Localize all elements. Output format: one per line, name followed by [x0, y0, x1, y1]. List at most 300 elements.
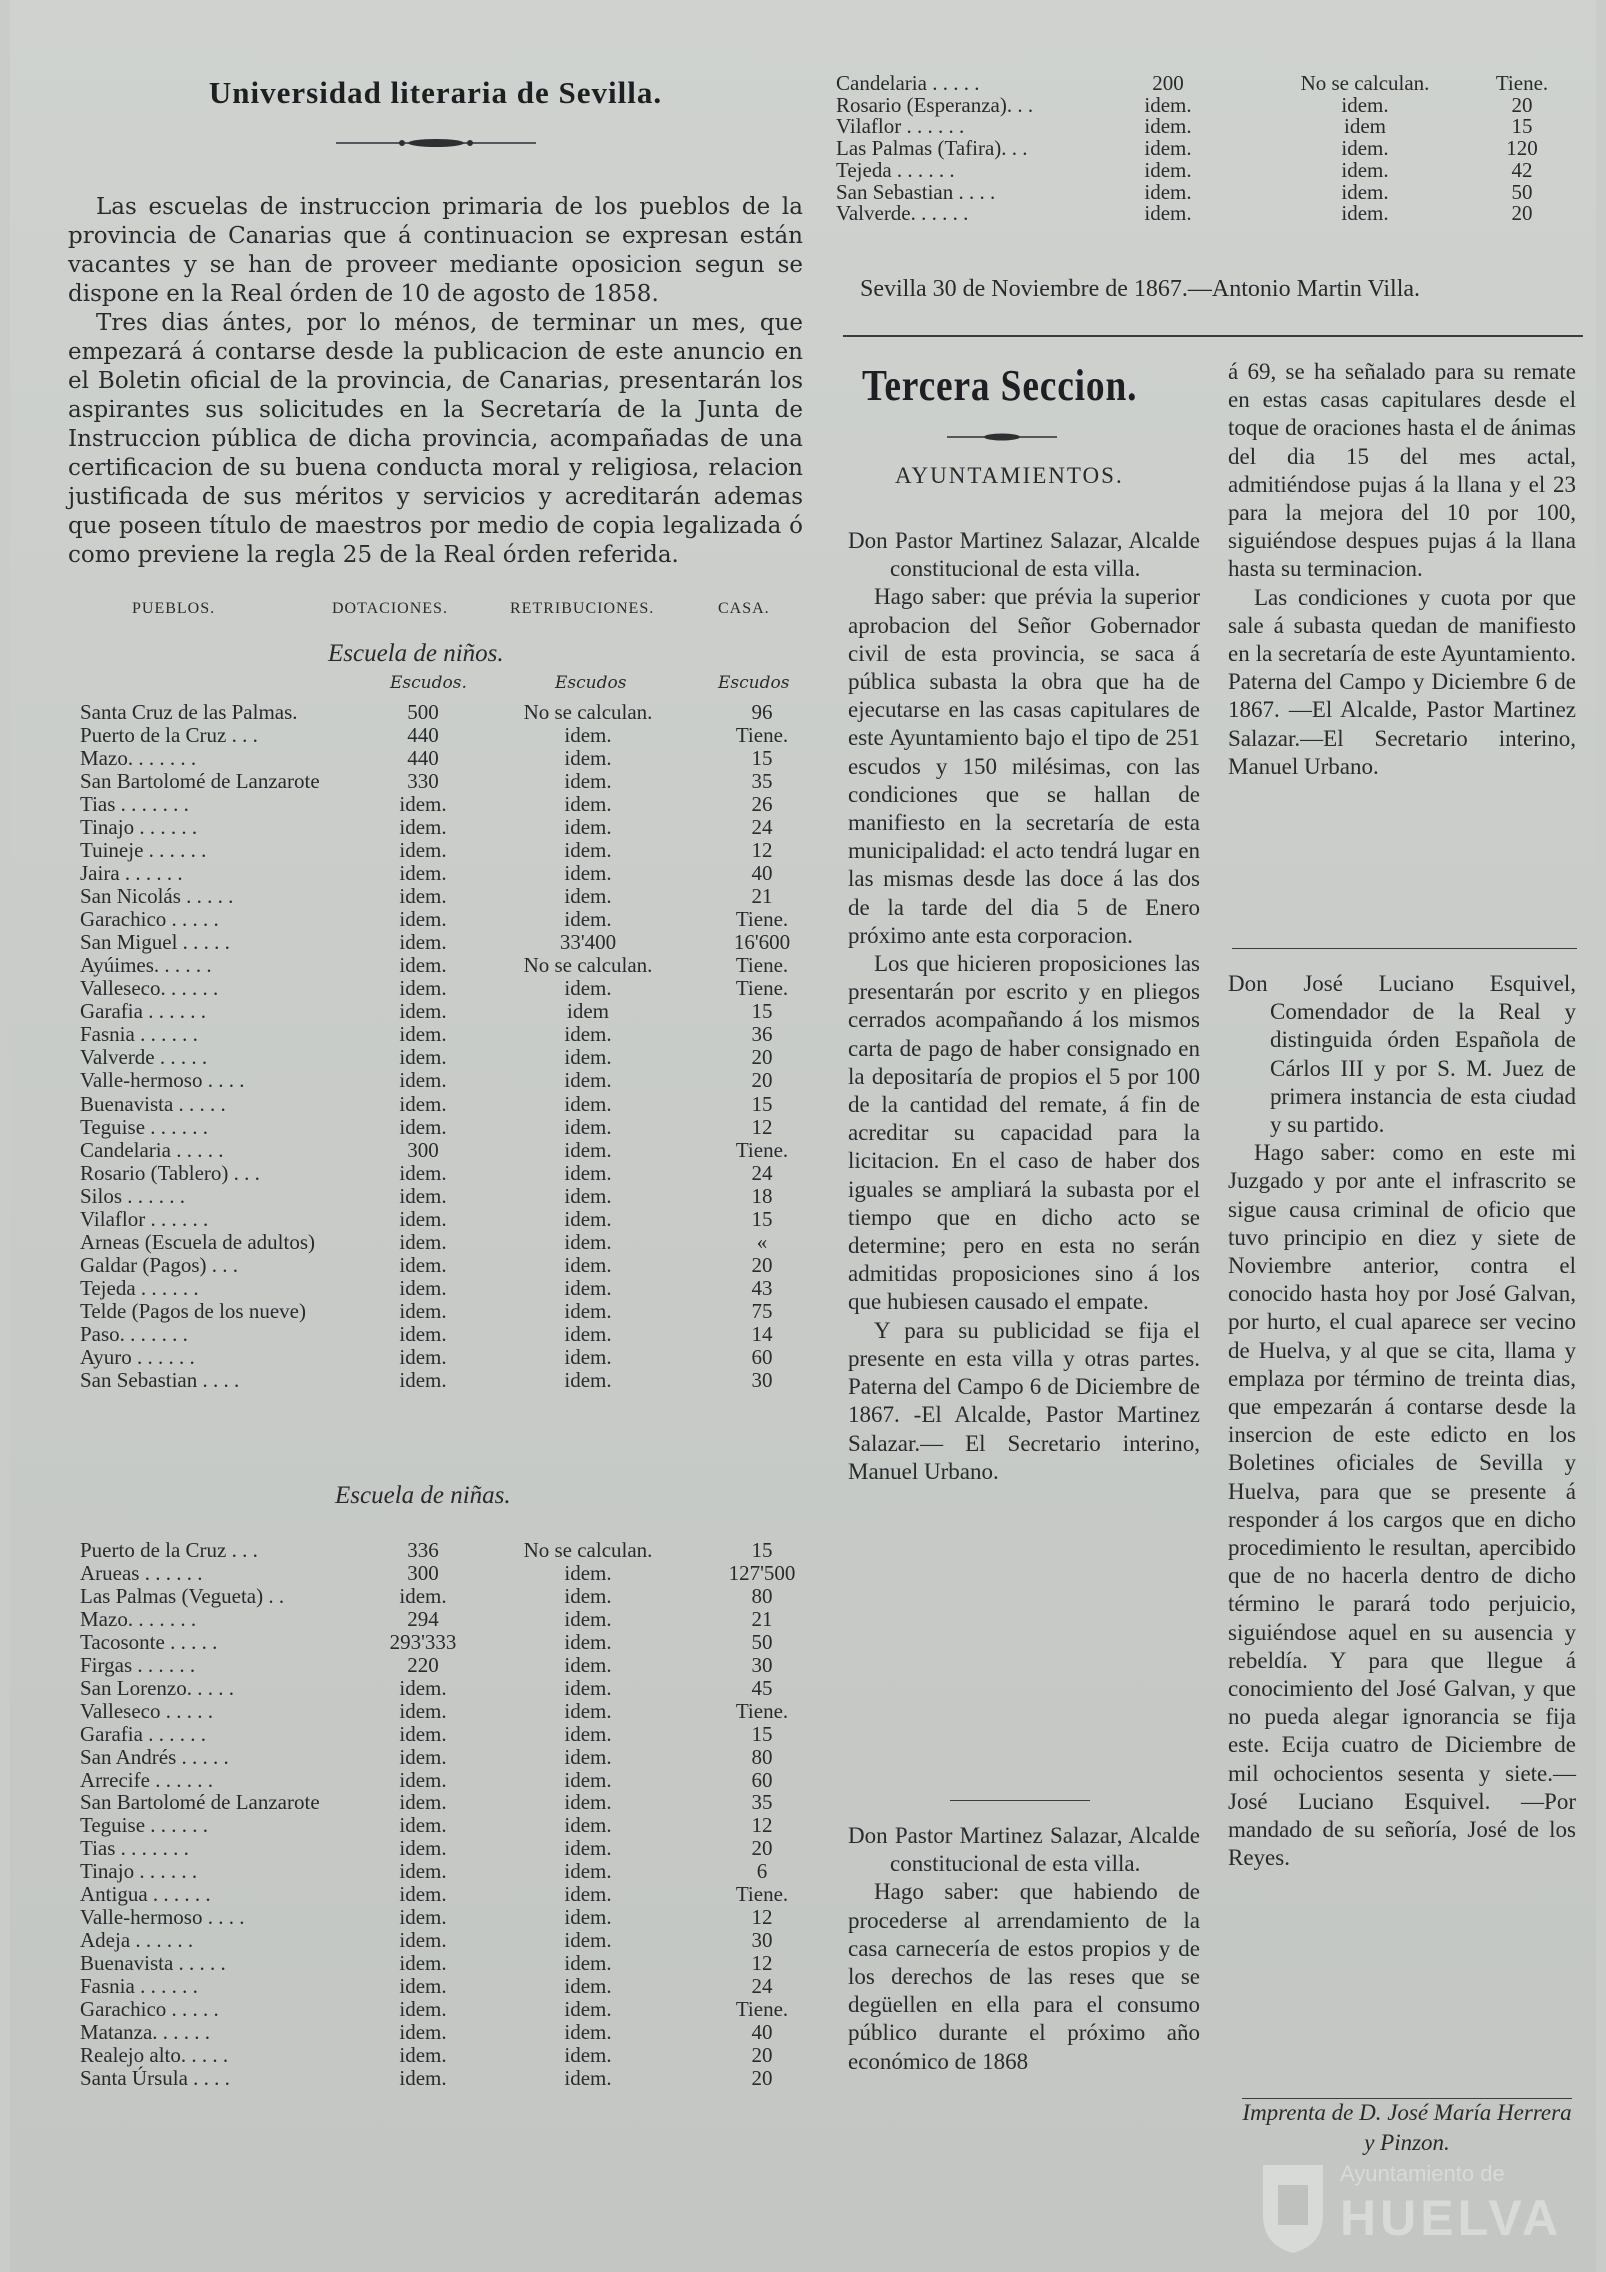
- pueblo-cell: Realejo alto. . . . .: [80, 2042, 229, 2067]
- casa-cell: Tiene.: [735, 976, 789, 1001]
- dotacion-cell: idem.: [399, 1022, 447, 1047]
- casa-cell: 6: [756, 1859, 768, 1884]
- dotacion-cell: idem.: [399, 1114, 447, 1139]
- retribucion-cell: idem.: [564, 1675, 612, 1700]
- dotacion-cell: idem.: [399, 907, 447, 932]
- dotacion-cell: idem.: [399, 1068, 447, 1093]
- pueblo-cell: Buenavista . . . . .: [80, 1091, 226, 1116]
- dotacion-cell: 220: [407, 1652, 439, 1677]
- casa-cell: 35: [751, 1790, 773, 1815]
- pueblo-cell: Vilaflor . . . . . .: [836, 114, 965, 139]
- retribucion-cell: idem.: [564, 769, 612, 794]
- dotacion-cell: idem.: [399, 861, 447, 886]
- dotacion-cell: idem.: [1144, 179, 1192, 204]
- retribucion-cell: idem.: [564, 1091, 612, 1116]
- retribucion-cell: idem.: [564, 1367, 612, 1392]
- casa-cell: Tiene.: [735, 953, 789, 978]
- table-row: [10, 1928, 1596, 1952]
- dotacion-cell: idem.: [399, 815, 447, 840]
- edict-2-paragraph-2: Las condiciones y cuota por que sale á subasta quedan de manifiesto en la secretaría de este Ayuntamiento. Paterna del Campo y Diciembre 6 de 1867. —El Alcalde, Pastor Martinez Salazar.—El Secretario interino, Manuel Urbano.: [1228, 584, 1576, 779]
- retribucion-cell: idem.: [1341, 92, 1389, 117]
- intro-paragraph-1: Las escuelas de instruccion primaria de los pueblos de la provincia de Canarias que á continuacion se expresan están vacantes y se han de proveer mediante oposicion segun se dispone en la Real órden de 10 de agosto de 1858.: [68, 193, 803, 307]
- pueblo-cell: Teguise . . . . . .: [80, 1813, 209, 1838]
- header-retribuciones: RETRIBUCIONES.: [510, 600, 655, 617]
- dotacion-cell: idem.: [399, 1882, 447, 1907]
- dotacion-cell: idem.: [399, 1905, 447, 1930]
- retribucion-cell: No se calculan.: [1300, 71, 1430, 95]
- pueblo-cell: Valverde . . . . .: [80, 1045, 208, 1070]
- pueblo-cell: Tejeda . . . . . .: [836, 157, 955, 182]
- dotacion-cell: idem.: [399, 1045, 447, 1070]
- edict-3-heading: Don José Luciano Esquivel, Comendador de la Real y distinguida órden Española de Cárlos III y por S. M. Juez de primera instancia de esta ciudad y su partido.: [1228, 971, 1576, 1138]
- retribucion-cell: idem.: [564, 1721, 612, 1746]
- dotacion-cell: idem.: [399, 1698, 447, 1723]
- dotacion-cell: 293'333: [389, 1629, 457, 1654]
- retribucion-cell: idem.: [564, 1882, 612, 1907]
- dotacion-cell: idem.: [399, 1160, 447, 1185]
- edict-1-paragraph-3: Y para su publicidad se fija el presente en esta villa y otras partes. Paterna del Campo 6 de Diciembre de 1867. -El Alcalde, Pastor Martinez Salazar.— El Secretario interino, Manuel Urbano.: [848, 1317, 1200, 1484]
- dotacion-cell: idem.: [399, 2042, 447, 2067]
- casa-cell: 15: [751, 1091, 773, 1116]
- pueblo-cell: Rosario (Esperanza). . .: [836, 92, 1034, 117]
- dotacion-cell: idem.: [399, 1321, 447, 1346]
- dotacion-cell: idem.: [399, 1836, 447, 1861]
- edict-2: [848, 1822, 1200, 2076]
- dotacion-cell: idem.: [399, 953, 447, 978]
- table-row: [10, 201, 1596, 225]
- casa-cell: 50: [751, 1629, 773, 1654]
- retribucion-cell: idem.: [564, 1298, 612, 1323]
- ninos-section-title: Escuela de niños.: [328, 640, 504, 667]
- casa-cell: 50: [1511, 179, 1533, 204]
- pueblo-cell: Tinajo . . . . . .: [80, 815, 198, 840]
- pueblo-cell: Adeja . . . . . .: [80, 1928, 194, 1953]
- casa-cell: 12: [751, 1813, 773, 1838]
- dotacion-cell: idem.: [399, 1298, 447, 1323]
- pueblo-cell: Tias . . . . . . .: [80, 1836, 189, 1861]
- table-row: [10, 1905, 1596, 1929]
- header-casa: CASA.: [718, 600, 770, 617]
- retribucion-cell: idem.: [564, 1344, 612, 1369]
- coat-of-arms-icon: [1258, 2155, 1328, 2255]
- casa-cell: 15: [751, 999, 773, 1024]
- retribucion-cell: idem.: [564, 1813, 612, 1838]
- retribucion-cell: idem.: [1341, 136, 1389, 161]
- pueblo-cell: San Nicolás . . . . .: [80, 884, 234, 909]
- retribucion-cell: idem.: [564, 1137, 612, 1162]
- casa-cell: 36: [751, 1022, 773, 1047]
- casa-cell: 14: [751, 1321, 773, 1346]
- unit-dotaciones: Escudos.: [390, 673, 467, 693]
- retribucion-cell: idem.: [564, 1790, 612, 1815]
- dotacion-cell: idem.: [399, 1721, 447, 1746]
- edict-1-paragraph-1: Hago saber: que prévia la superior aprobacion del Señor Gobernador civil de esta provincia, se saca á pública subasta la obra que ha de ejecutarse en las casas capitulares de este Ayuntamiento bajo el tipo de 251 escudos y 150 milésimas, con las condiciones que se hallan de manifiesto en la secretaría de esta municipalidad: el acto tendrá lugar en las mismas desde las doce á las dos de la tarde del dia 5 de Enero próximo ante esta corporacion.: [848, 584, 1200, 948]
- casa-cell: 24: [751, 1160, 773, 1185]
- pueblo-cell: Ayuro . . . . . .: [80, 1344, 195, 1369]
- pueblo-cell: Tias . . . . . . .: [80, 792, 189, 817]
- dotacion-cell: idem.: [1144, 201, 1192, 226]
- pueblo-cell: Ayúimes. . . . . .: [80, 953, 212, 978]
- pueblo-cell: Buenavista . . . . .: [80, 1951, 226, 1976]
- pueblo-cell: Vilaflor . . . . . .: [80, 1206, 209, 1231]
- dotacion-cell: 300: [407, 1560, 439, 1585]
- retribucion-cell: idem.: [564, 884, 612, 909]
- casa-cell: 80: [751, 1744, 773, 1769]
- casa-cell: 20: [751, 1045, 773, 1070]
- retribucion-cell: idem.: [564, 1068, 612, 1093]
- casa-cell: 26: [751, 792, 773, 817]
- casa-cell: Tiene.: [735, 1137, 789, 1162]
- dotacion-cell: idem.: [399, 1997, 447, 2021]
- pueblo-cell: Arrecife . . . . . .: [80, 1767, 213, 1792]
- casa-cell: Tiene.: [735, 1882, 789, 1907]
- table-row: [10, 1951, 1596, 1975]
- retribucion-cell: idem.: [564, 2065, 612, 2090]
- retribucion-cell: idem.: [564, 1928, 612, 1953]
- dotacion-cell: idem.: [399, 1091, 447, 1116]
- imprenta-credit: Imprenta de D. José María Herrera y Pinzon.: [1242, 2100, 1572, 2155]
- pueblo-cell: Paso. . . . . . .: [80, 1321, 188, 1346]
- casa-cell: 20: [1511, 201, 1533, 226]
- dotacion-cell: 294: [407, 1606, 439, 1631]
- casa-cell: 80: [751, 1583, 773, 1608]
- casa-cell: 96: [751, 700, 773, 724]
- pueblo-cell: Antigua . . . . . .: [80, 1882, 211, 1907]
- unit-casa: Escudos: [718, 673, 790, 693]
- casa-cell: Tiene.: [735, 907, 789, 932]
- dotacion-cell: idem.: [399, 930, 447, 955]
- dotacion-cell: 300: [407, 1137, 439, 1162]
- casa-cell: Tiene.: [735, 723, 789, 748]
- dotacion-cell: idem.: [1144, 114, 1192, 139]
- unit-retribuciones: Escudos: [555, 673, 627, 693]
- casa-cell: 20: [751, 2065, 773, 2090]
- edict-1-heading: Don Pastor Martinez Salazar, Alcalde constitucional de esta villa.: [848, 528, 1200, 582]
- retribucion-cell: idem.: [564, 1698, 612, 1723]
- pueblo-cell: Jaira . . . . . .: [80, 861, 183, 886]
- dotacion-cell: idem.: [399, 2019, 447, 2044]
- pueblo-cell: Telde (Pagos de los nueve): [80, 1298, 306, 1323]
- dotacion-cell: idem.: [1144, 92, 1192, 117]
- pueblo-cell: Mazo. . . . . . .: [80, 746, 197, 771]
- edict-1-paragraph-2: Los que hicieren proposiciones las presentarán por escrito y en pliegos cerrados acompañando á los mismos carta de pago de haber consignado en la depositaría de propios el 5 por 100 de la cantidad del remate, á fin de acreditar su capacidad para la licitacion. En el caso de haber dos iguales se ampliará la subasta por el tiempo que en dicho acto se determine; pero en esta no serán admitidas proposiciones sino á los que hubiesen causado el empate.: [848, 951, 1200, 1315]
- pueblo-cell: Las Palmas (Tafira). . .: [836, 136, 1028, 161]
- dotacion-cell: idem.: [399, 1859, 447, 1884]
- dotacion-cell: idem.: [399, 884, 447, 909]
- retribucion-cell: idem.: [564, 2042, 612, 2067]
- dotacion-cell: 330: [407, 769, 439, 794]
- edict-2-paragraph-1: Hago saber: que habiendo de procederse al arrendamiento de la casa carnecería de estos propios y de los derechos de las reses que se degüellen en ella para el consumo público durante el próximo año económico de 1868: [848, 1879, 1200, 2074]
- section-rule: [843, 335, 1583, 337]
- retribucion-cell: idem.: [564, 1974, 612, 1999]
- dotacion-cell: 200: [1152, 71, 1184, 95]
- casa-cell: 20: [751, 1836, 773, 1861]
- retribucion-cell: idem.: [564, 1583, 612, 1608]
- edict-2-heading: Don Pastor Martinez Salazar, Alcalde constitucional de esta villa.: [848, 1823, 1200, 1877]
- retribucion-cell: idem.: [564, 1275, 612, 1300]
- pueblo-cell: Mazo. . . . . . .: [80, 1606, 197, 1631]
- dotacion-cell: idem.: [399, 1275, 447, 1300]
- ninas-section-title: Escuela de niñas.: [335, 1482, 511, 1509]
- pueblo-cell: San Sebastian . . . .: [80, 1367, 240, 1392]
- table-row: [10, 114, 1596, 138]
- casa-cell: 120: [1506, 136, 1538, 161]
- newspaper-page: [10, 0, 1596, 2272]
- retribucion-cell: idem.: [564, 1997, 612, 2021]
- retribucion-cell: idem.: [564, 1022, 612, 1047]
- dotacion-cell: 500: [407, 700, 439, 724]
- pueblo-cell: Tinajo . . . . . .: [80, 1859, 198, 1884]
- pueblo-cell: Tuineje . . . . . .: [80, 838, 207, 863]
- table-row: [10, 2066, 1596, 2090]
- dotacion-cell: idem.: [399, 1767, 447, 1792]
- casa-cell: 12: [751, 1905, 773, 1930]
- edict-2-continued-text: á 69, se ha señalado para su remate en estas casas capitulares desde el toque de oraciones hasta el de ánimas del dia 15 del mes actal, admitiéndose pujas á la llana y el 23 para la mejora del 10 por 100, siguiéndose despues pujas á la llana hasta su terminacion.: [1228, 359, 1576, 582]
- retribucion-cell: idem.: [564, 1744, 612, 1769]
- pueblo-cell: Arueas . . . . . .: [80, 1560, 203, 1585]
- pueblo-cell: Silos . . . . . .: [80, 1183, 186, 1208]
- casa-cell: 42: [1511, 157, 1533, 182]
- dotacion-cell: idem.: [399, 1583, 447, 1608]
- retribucion-cell: idem.: [564, 976, 612, 1001]
- pueblo-cell: Candelaria . . . . .: [836, 71, 980, 95]
- pueblo-cell: Valverde. . . . . .: [836, 201, 969, 226]
- dotacion-cell: idem.: [399, 1790, 447, 1815]
- retribucion-cell: idem.: [1341, 157, 1389, 182]
- retribucion-cell: idem.: [564, 1951, 612, 1976]
- dotacion-cell: idem.: [399, 838, 447, 863]
- casa-cell: 15: [751, 1206, 773, 1231]
- pueblo-cell: Las Palmas (Vegueta) . .: [80, 1583, 285, 1608]
- tercera-seccion-title: Tercera Seccion.: [862, 361, 1138, 410]
- retribucion-cell: idem.: [564, 723, 612, 748]
- dotacion-cell: 336: [407, 1538, 439, 1562]
- retribucion-cell: idem.: [564, 1045, 612, 1070]
- casa-cell: 30: [751, 1928, 773, 1953]
- casa-cell: 20: [751, 2042, 773, 2067]
- dotacion-cell: idem.: [399, 1744, 447, 1769]
- pueblo-cell: Valleseco . . . . .: [80, 1698, 213, 1723]
- retribucion-cell: idem.: [564, 792, 612, 817]
- table-row: [10, 884, 1596, 908]
- table-row: [10, 136, 1596, 160]
- pueblo-cell: Santa Cruz de las Palmas.: [80, 700, 298, 724]
- pueblo-cell: Teguise . . . . . .: [80, 1114, 209, 1139]
- casa-cell: 15: [751, 746, 773, 771]
- pueblo-cell: Tejeda . . . . . .: [80, 1275, 199, 1300]
- casa-cell: 12: [751, 1951, 773, 1976]
- retribucion-cell: idem.: [564, 1767, 612, 1792]
- pueblo-cell: San Bartolomé de Lanzarote: [80, 769, 320, 794]
- pueblo-cell: Santa Úrsula . . . .: [80, 2065, 230, 2090]
- casa-cell: 24: [751, 815, 773, 840]
- dotacion-cell: idem.: [399, 1344, 447, 1369]
- pueblo-cell: Firgas . . . . . .: [80, 1652, 196, 1677]
- pueblo-cell: Fasnia . . . . . .: [80, 1974, 198, 1999]
- casa-cell: 18: [751, 1183, 773, 1208]
- casa-cell: 21: [751, 884, 773, 909]
- watermark-line-2: HUELVA: [1340, 2190, 1563, 2246]
- casa-cell: 12: [751, 1114, 773, 1139]
- retribucion-cell: idem.: [564, 1114, 612, 1139]
- casa-cell: Tiene.: [735, 1997, 789, 2021]
- retribucion-cell: idem.: [564, 1252, 612, 1277]
- retribucion-cell: idem.: [564, 815, 612, 840]
- casa-cell: Tiene.: [1495, 71, 1549, 95]
- pueblo-cell: Garafia . . . . . .: [80, 999, 206, 1024]
- retribucion-cell: idem.: [564, 838, 612, 863]
- table-row: [10, 2043, 1596, 2067]
- casa-cell: 60: [751, 1767, 773, 1792]
- dotacion-cell: idem.: [399, 2065, 447, 2090]
- pueblo-cell: Puerto de la Cruz . . .: [80, 1538, 258, 1562]
- retribucion-cell: idem.: [564, 1905, 612, 1930]
- table-row: [10, 1882, 1596, 1906]
- retribucion-cell: idem.: [564, 746, 612, 771]
- casa-cell: 15: [751, 1721, 773, 1746]
- casa-cell: 40: [751, 2019, 773, 2044]
- pueblo-cell: Rosario (Tablero) . . .: [80, 1160, 260, 1185]
- dotacion-cell: idem.: [399, 792, 447, 817]
- dotacion-cell: idem.: [399, 1183, 447, 1208]
- casa-cell: 20: [751, 1068, 773, 1093]
- watermark-line-1: Ayuntamiento de: [1340, 2161, 1505, 2186]
- table-row: [10, 2020, 1596, 2044]
- casa-cell: 60: [751, 1344, 773, 1369]
- pueblo-cell: Garachico . . . . .: [80, 907, 219, 932]
- pueblo-cell: Puerto de la Cruz . . .: [80, 723, 258, 748]
- retribucion-cell: idem.: [564, 1606, 612, 1631]
- edict-3-paragraph-1: Hago saber: como en este mi Juzgado y por ante el infrascrito se sigue causa criminal de oficio que tuvo principio en diez y siete de Noviembre anterior, contra el conocido hasta hoy por José Galvan, por hurto, el cual aparece ser vecino de Huelva, y al que se cita, llama y emplaza por término de treinta dias, que empezarán á contarse desde la insercion de este edicto en los Boletines oficiales de Sevilla y Huelva, para que se presente á responder á los cargos que en dicho procedimiento le resultan, apercibido que de no hacerla dentro de dicho término le parará todo perjuicio, siguiéndose aquel en su ausencia y rebeldía. Y para que llegue á conocimiento del José Galvan, y que no pueda alegar ignorancia se fija este. Ecija cuatro de Diciembre de mil ochocientos sesenta y siete.—José Luciano Esquivel. —Por mandado de su señoría, José de los Reyes.: [1228, 1140, 1576, 1871]
- table-row: [10, 158, 1596, 182]
- ayuntamientos-heading: AYUNTAMIENTOS.: [895, 463, 1124, 488]
- retribucion-cell: idem.: [564, 1652, 612, 1677]
- pueblo-cell: Valle-hermoso . . . .: [80, 1068, 245, 1093]
- retribucion-cell: No se calculan.: [523, 953, 653, 978]
- dotacion-cell: idem.: [399, 1229, 447, 1254]
- retribucion-cell: idem.: [564, 1859, 612, 1884]
- pueblo-cell: Garafia . . . . . .: [80, 1721, 206, 1746]
- dotacion-cell: idem.: [399, 1367, 447, 1392]
- casa-cell: 15: [751, 1538, 773, 1562]
- edict-1: [848, 527, 1200, 1486]
- sevilla-signature: Sevilla 30 de Noviembre de 1867.—Antonio Martin Villa.: [860, 276, 1421, 302]
- pueblo-cell: Matanza. . . . . .: [80, 2019, 211, 2044]
- table-row: [10, 930, 1596, 954]
- retribucion-cell: No se calculan.: [523, 700, 653, 724]
- casa-cell: 16'600: [733, 930, 791, 955]
- casa-cell: 43: [751, 1275, 773, 1300]
- table-row: [10, 861, 1596, 885]
- retribucion-cell: idem.: [1341, 179, 1389, 204]
- retribucion-cell: idem.: [564, 1206, 612, 1231]
- pueblo-cell: Valleseco. . . . . .: [80, 976, 219, 1001]
- retribucion-cell: idem.: [564, 907, 612, 932]
- pueblo-cell: San Miguel . . . . .: [80, 930, 230, 955]
- dotacion-cell: idem.: [399, 976, 447, 1001]
- dotacion-cell: idem.: [399, 1206, 447, 1231]
- retribucion-cell: idem.: [564, 1321, 612, 1346]
- edict-3: [1228, 970, 1576, 1873]
- edict-separator-1: [950, 1800, 1090, 1801]
- huelva-watermark: [1258, 2155, 1578, 2265]
- dotacion-cell: 440: [407, 723, 439, 748]
- pueblo-cell: Valle-hermoso . . . .: [80, 1905, 245, 1930]
- retribucion-cell: 33'400: [559, 930, 617, 955]
- retribucion-cell: idem.: [564, 1160, 612, 1185]
- dotacion-cell: idem.: [399, 1252, 447, 1277]
- dotacion-cell: idem.: [1144, 157, 1192, 182]
- dotacion-cell: idem.: [399, 1974, 447, 1999]
- dotacion-cell: idem.: [399, 1928, 447, 1953]
- pueblo-cell: Galdar (Pagos) . . .: [80, 1252, 239, 1277]
- retribucion-cell: idem.: [564, 1836, 612, 1861]
- ornament-divider-2: [947, 430, 1057, 444]
- retribucion-cell: idem.: [1341, 201, 1389, 226]
- dotacion-cell: idem.: [399, 1813, 447, 1838]
- retribucion-cell: idem: [567, 999, 609, 1024]
- pueblo-cell: San Andrés . . . . .: [80, 1744, 229, 1769]
- dotacion-cell: idem.: [399, 999, 447, 1024]
- casa-cell: 127'500: [728, 1560, 796, 1585]
- table-row: [10, 1974, 1596, 1998]
- retribucion-cell: idem.: [564, 2019, 612, 2044]
- retribucion-cell: idem.: [564, 1629, 612, 1654]
- intro-paragraph-2: Tres dias ántes, por lo ménos, de terminar un mes, que empezará á contarse desde la publicacion de este anuncio en el Boletin oficial de la provincia, de Canarias, presentarán los aspirantes sus solicitudes en la Secretaría de la Junta de Instruccion pública de dicha provincia, acompañadas de una certificacion de su buena conducta moral y religiosa, relacion justificada de sus méritos y servicios y acreditarán ademas que poseen título de maestros por medio de copia legalizada ó como previene la regla 25 de la Real órden referida.: [68, 309, 803, 568]
- casa-cell: Tiene.: [735, 1698, 789, 1723]
- table-row: [10, 1997, 1596, 2021]
- pueblo-cell: Fasnia . . . . . .: [80, 1022, 198, 1047]
- table-row: [10, 907, 1596, 931]
- header-dotaciones: DOTACIONES.: [332, 600, 448, 617]
- casa-cell: 75: [751, 1298, 773, 1323]
- pueblo-cell: San Bartolomé de Lanzarote: [80, 1790, 320, 1815]
- table-row: [10, 838, 1596, 862]
- pueblo-cell: San Sebastian . . . .: [836, 179, 996, 204]
- retribucion-cell: idem.: [564, 1183, 612, 1208]
- retribucion-cell: idem: [1344, 114, 1386, 139]
- dotacion-cell: 440: [407, 746, 439, 771]
- casa-cell: 30: [751, 1652, 773, 1677]
- retribucion-cell: idem.: [564, 861, 612, 886]
- table-row: [10, 180, 1596, 204]
- casa-cell: 45: [751, 1675, 773, 1700]
- casa-cell: «: [756, 1229, 768, 1254]
- pueblo-cell: Garachico . . . . .: [80, 1997, 219, 2021]
- casa-cell: 30: [751, 1367, 773, 1392]
- table-row: [10, 93, 1596, 117]
- pueblo-cell: Tacosonte . . . . .: [80, 1629, 218, 1654]
- dotacion-cell: idem.: [399, 1951, 447, 1976]
- casa-cell: 24: [751, 1974, 773, 1999]
- header-pueblos: PUEBLOS.: [132, 600, 216, 617]
- table-row: [10, 792, 1596, 816]
- casa-cell: 40: [751, 861, 773, 886]
- table-row: [10, 71, 1596, 95]
- casa-cell: 35: [751, 769, 773, 794]
- pueblo-cell: San Lorenzo. . . . .: [80, 1675, 234, 1700]
- university-title: Universidad literaria de Sevilla.: [208, 75, 663, 110]
- casa-cell: 20: [1511, 92, 1533, 117]
- edict-2-continuation: [1228, 358, 1576, 781]
- pueblo-cell: Arneas (Escuela de adultos): [80, 1229, 315, 1254]
- dotacion-cell: idem.: [1144, 136, 1192, 161]
- casa-cell: 20: [751, 1252, 773, 1277]
- table-row: [10, 815, 1596, 839]
- retribucion-cell: idem.: [564, 1560, 612, 1585]
- casa-cell: 21: [751, 1606, 773, 1631]
- retribucion-cell: No se calculan.: [523, 1538, 653, 1562]
